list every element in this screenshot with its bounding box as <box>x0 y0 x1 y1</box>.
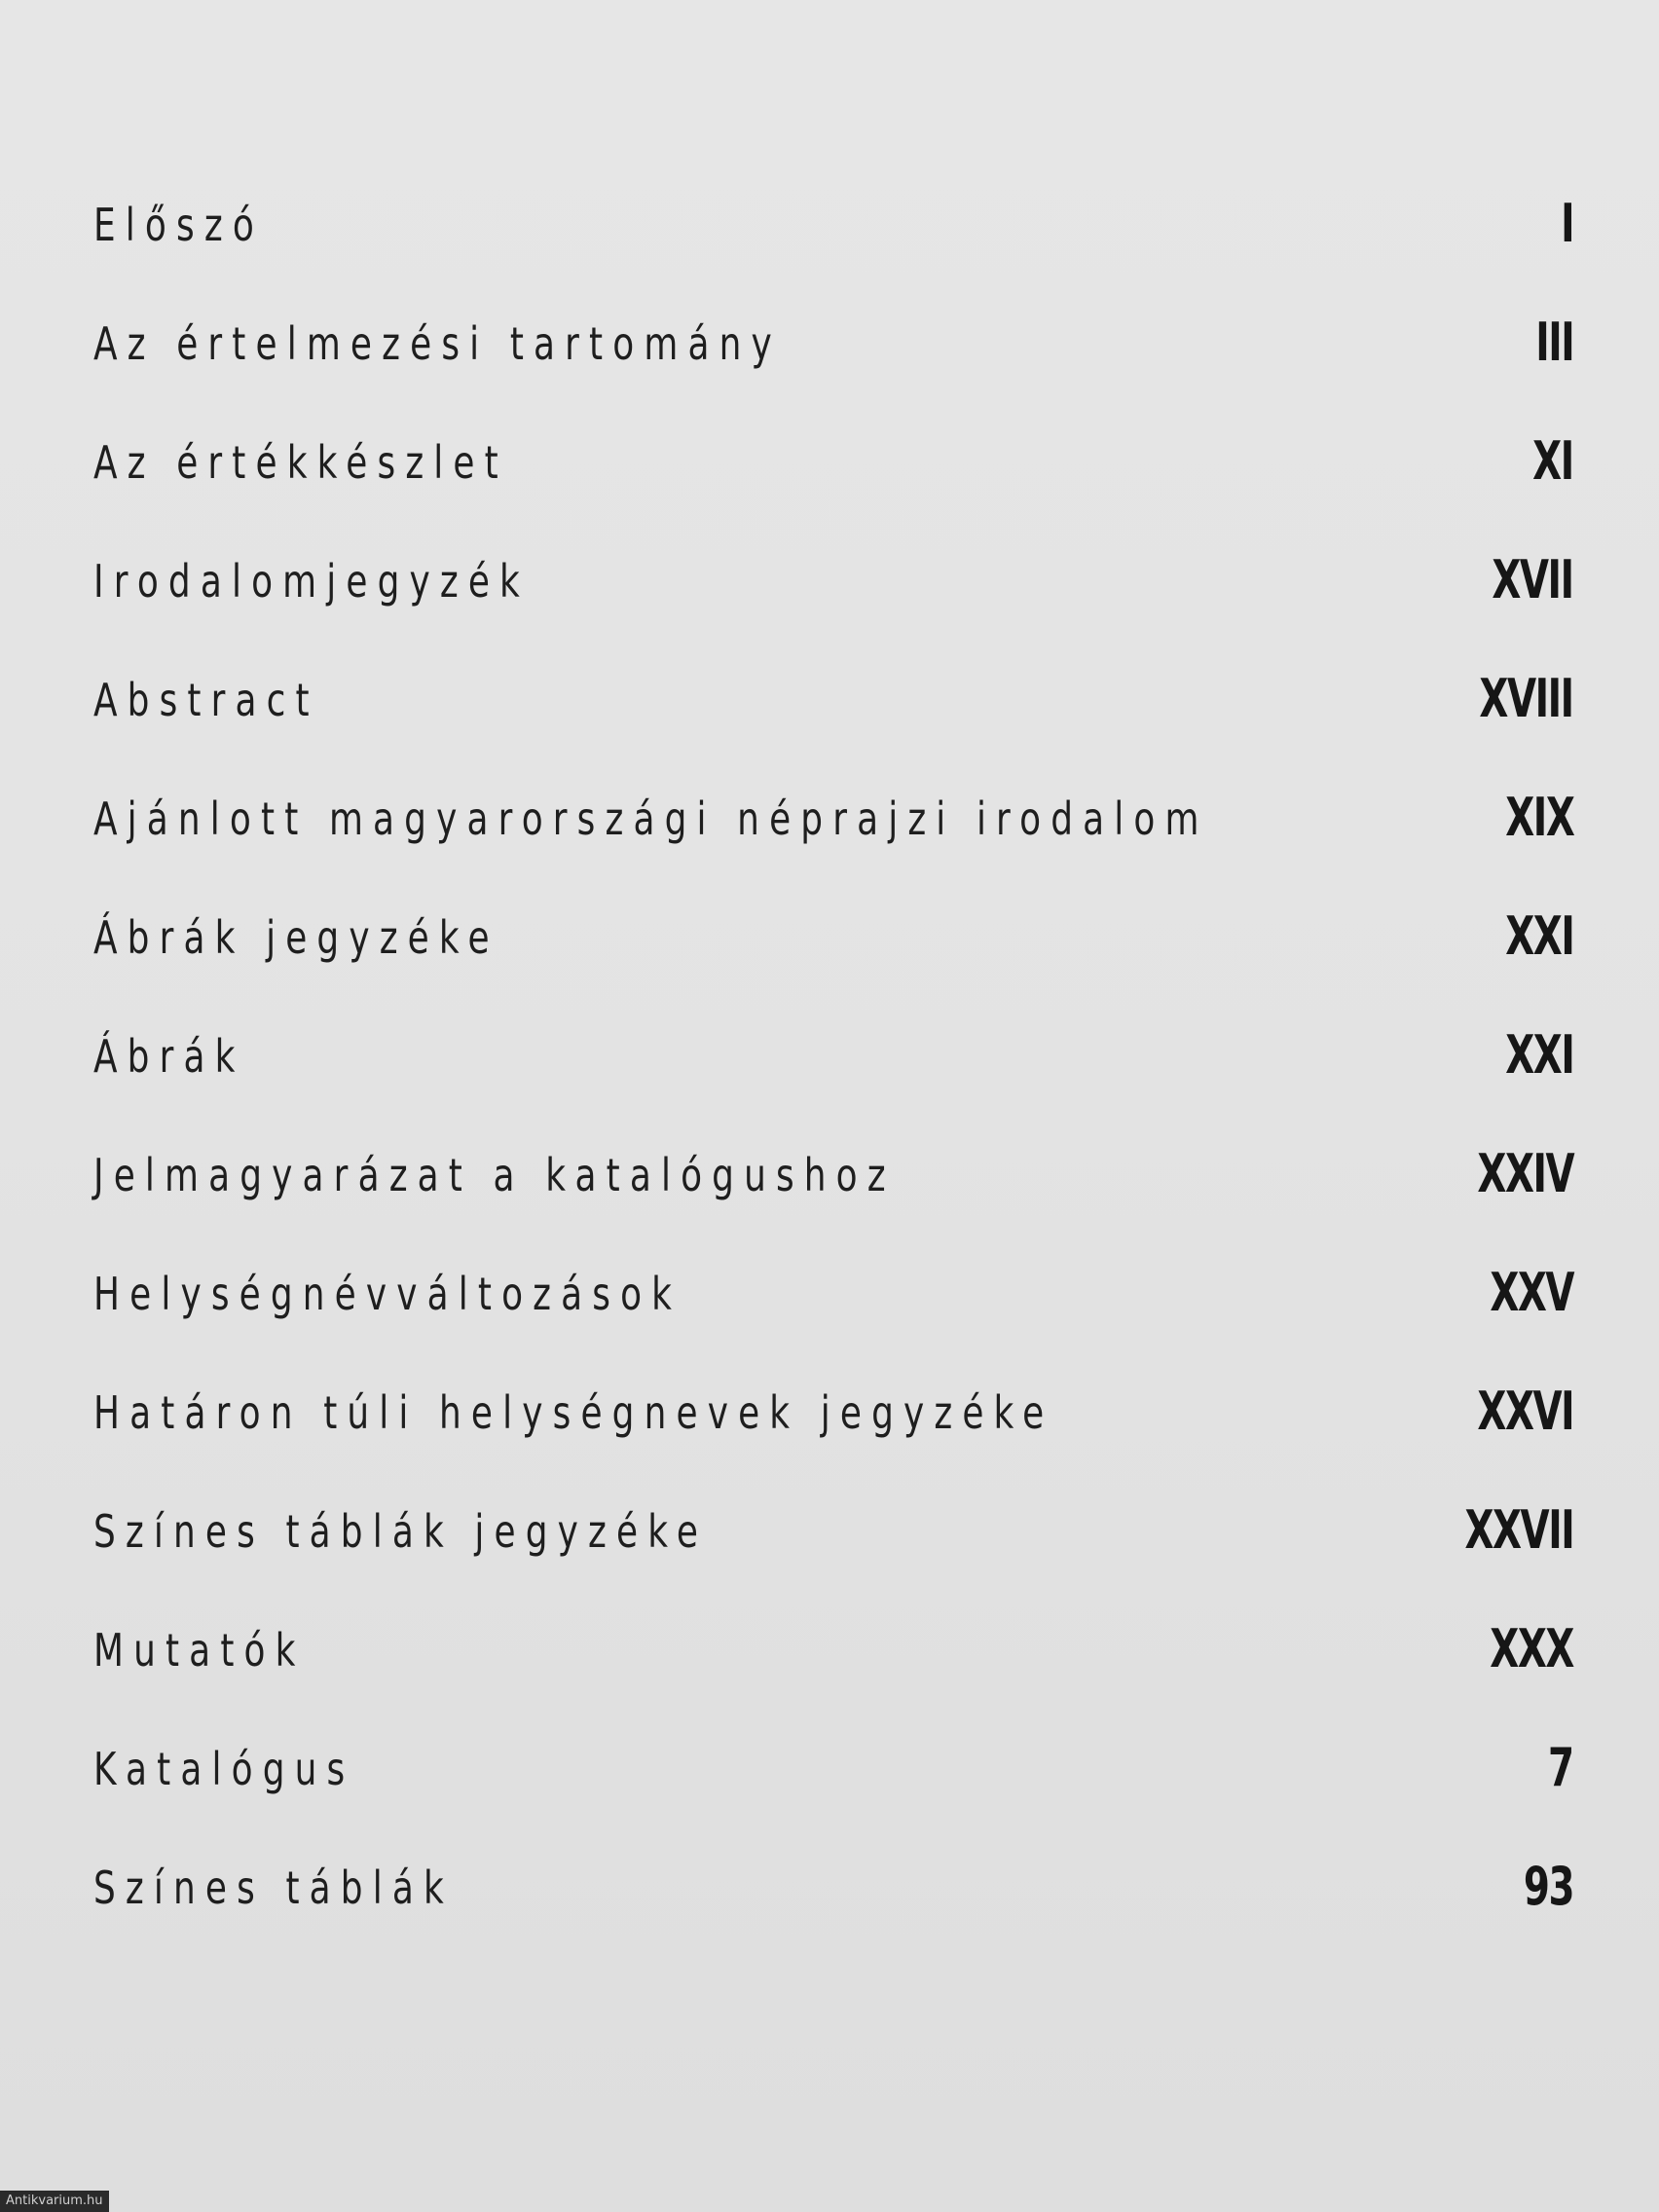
toc-entry <box>93 1254 1583 1373</box>
toc-entry-title: Színes táblák <box>93 1862 454 1914</box>
toc-entry <box>93 898 1583 1016</box>
toc-entry-page: XIX <box>1504 787 1573 848</box>
toc-entry <box>93 1848 1583 1967</box>
toc-entry-page: XXVI <box>1477 1381 1573 1442</box>
toc-entry-page: XXI <box>1504 1024 1573 1086</box>
toc-entry-page: XXX <box>1490 1618 1573 1679</box>
toc-entry-page: III <box>1534 312 1573 373</box>
table-of-contents <box>93 185 1583 1967</box>
toc-entry-page: 7 <box>1548 1737 1573 1798</box>
toc-entry-title: Katalógus <box>93 1743 355 1795</box>
toc-entry-page: XVIII <box>1479 668 1573 729</box>
toc-entry-page: I <box>1560 193 1573 254</box>
toc-entry-title: Az értelmezési tartomány <box>93 317 782 370</box>
toc-entry <box>93 1016 1583 1135</box>
toc-entry <box>93 1610 1583 1729</box>
toc-entry-title: Az értékkészlet <box>93 436 508 489</box>
toc-entry <box>93 541 1583 660</box>
toc-entry-title: Jelmagyarázat a katalógushoz <box>93 1149 896 1201</box>
toc-entry-title: Előszó <box>93 199 264 251</box>
toc-entry-title: Ábrák <box>93 1030 245 1083</box>
toc-entry-title: Határon túli helységnevek jegyzéke <box>93 1386 1054 1439</box>
toc-entry-page: XVII <box>1492 549 1573 610</box>
toc-entry <box>93 304 1583 423</box>
toc-entry-title: Helységnévváltozások <box>93 1268 682 1320</box>
toc-entry-page: XXI <box>1504 905 1573 967</box>
toc-entry <box>93 660 1583 779</box>
toc-entry <box>93 1373 1583 1492</box>
toc-entry-title: Mutatók <box>93 1624 306 1677</box>
toc-entry <box>93 423 1583 541</box>
toc-entry <box>93 1729 1583 1848</box>
toc-entry <box>93 779 1583 898</box>
toc-entry-title: Ajánlott magyarországi néprajzi irodalom <box>93 793 1209 845</box>
toc-entry-page: XXV <box>1490 1262 1573 1323</box>
toc-entry <box>93 185 1583 304</box>
toc-entry-page: XXIV <box>1477 1143 1573 1204</box>
watermark: Antikvarium.hu <box>0 2191 109 2212</box>
toc-entry <box>93 1492 1583 1610</box>
toc-entry-title: Színes táblák jegyzéke <box>93 1505 709 1558</box>
toc-entry <box>93 1135 1583 1254</box>
toc-entry-title: Abstract <box>93 674 319 726</box>
toc-entry-page: XXVII <box>1464 1499 1573 1561</box>
toc-entry-title: Ábrák jegyzéke <box>93 911 499 964</box>
toc-entry-page: 93 <box>1523 1856 1573 1917</box>
toc-entry-page: XI <box>1532 430 1573 492</box>
toc-entry-title: Irodalomjegyzék <box>93 555 530 608</box>
